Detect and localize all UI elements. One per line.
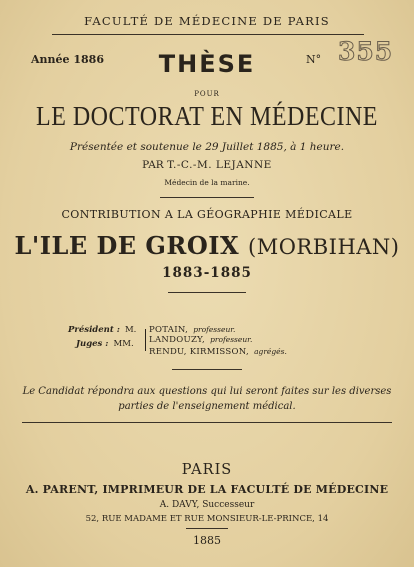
notice-line-2: parties de l'enseignement médical. bbox=[118, 401, 296, 412]
president-label: Président : bbox=[68, 325, 120, 335]
notice-rule bbox=[172, 369, 242, 370]
thesis-subject bbox=[0, 231, 414, 260]
doctorat-title: LE DOCTORAT EN MÉDECINE bbox=[36, 101, 378, 132]
imprint-successor: A. DAVY, Successeur bbox=[159, 500, 255, 510]
presentation-date: Présentée et soutenue le 29 Juillet 1885, à 1 heure. bbox=[69, 141, 345, 153]
author-line bbox=[0, 159, 414, 171]
numero-stamp: 355 bbox=[338, 37, 394, 66]
imprint-address: 52, RUE MADAME ET RUE MONSIEUR-LE-PRINCE, 14 bbox=[85, 514, 329, 524]
section-rule-bottom bbox=[168, 292, 246, 293]
juges-prefix: MM. bbox=[113, 339, 134, 349]
juges-brace bbox=[145, 329, 146, 351]
faculty-name: FACULTÉ DE MÉDECINE DE PARIS bbox=[84, 14, 330, 28]
candidate-notice bbox=[0, 384, 414, 414]
imprint-printer: A. PARENT, IMPRIMEUR DE LA FACULTÉ DE MÉDECINE bbox=[25, 483, 389, 496]
pour-label: POUR bbox=[194, 90, 220, 98]
imprint-year: 1885 bbox=[193, 534, 221, 547]
juges-label: Juges : bbox=[76, 339, 109, 349]
year-rule bbox=[186, 528, 228, 529]
notice-line-1: Le Candidat répondra aux questions qui lui seront faites sur les diverses bbox=[22, 386, 392, 397]
juge2-entry bbox=[149, 339, 287, 358]
president-name: POTAIN, bbox=[149, 325, 189, 335]
subject-years: 1883-1885 bbox=[162, 265, 252, 281]
numero-label: N° bbox=[306, 53, 322, 66]
subject-region: (MORBIHAN) bbox=[248, 235, 400, 259]
subject-main: L'ILE DE GROIX bbox=[14, 231, 240, 260]
jury-juges-row bbox=[76, 331, 134, 350]
faculty-rule bbox=[52, 34, 364, 35]
juge2-role: agrégés. bbox=[254, 347, 287, 356]
imprint-rule bbox=[22, 422, 392, 423]
annee: Année 1886 bbox=[31, 53, 104, 66]
imprint-city: PARIS bbox=[181, 462, 233, 478]
author-name: T.-C.-M. LEJANNE bbox=[167, 159, 272, 171]
contribution-heading: CONTRIBUTION A LA GÉOGRAPHIE MÉDICALE bbox=[61, 208, 353, 221]
these-title: THÈSE bbox=[158, 50, 256, 78]
president-prefix: M. bbox=[124, 325, 137, 335]
author-prefix: PAR bbox=[142, 159, 164, 171]
juge1-role: professeur. bbox=[210, 335, 253, 344]
juge1-name: LANDOUZY, bbox=[149, 335, 205, 345]
section-rule-top bbox=[160, 197, 254, 198]
president-role: professeur. bbox=[193, 325, 236, 334]
author-title: Médecin de la marine. bbox=[164, 178, 250, 187]
juge2-name: RENDU, KIRMISSON, bbox=[149, 347, 249, 357]
